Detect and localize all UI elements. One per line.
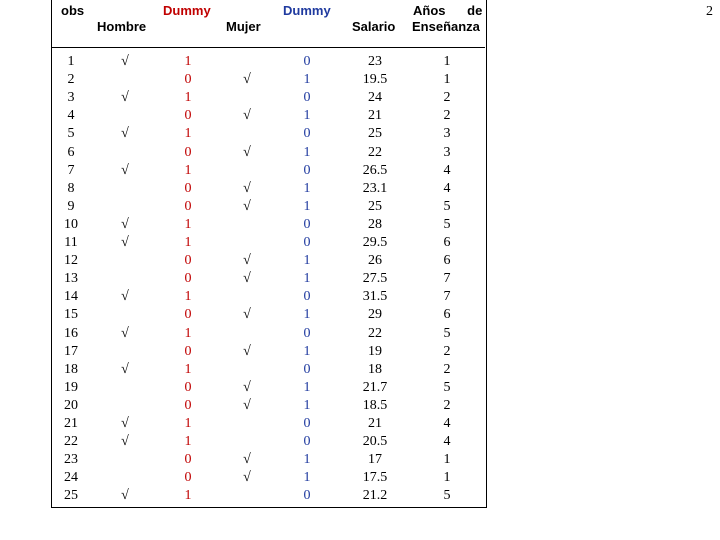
table-row	[51, 108, 485, 126]
cell-mujer-check: √	[243, 379, 251, 395]
cell-mujer-check: √	[243, 108, 251, 124]
cell-dummy-hombre: 1	[184, 361, 192, 377]
cell-hombre-check: √	[121, 162, 129, 178]
cell-obs: 7	[67, 162, 75, 178]
cell-mujer-check: √	[243, 72, 251, 88]
table-row	[51, 126, 485, 144]
cell-dummy-mujer: 0	[303, 434, 311, 450]
cell-dummy-hombre: 1	[184, 416, 192, 431]
cell-dummy-hombre: 0	[184, 307, 192, 323]
cell-salario: 21.7	[362, 379, 388, 395]
cell-dummy-mujer: 0	[303, 488, 311, 504]
cell-dummy-mujer: 1	[303, 307, 311, 323]
cell-anos-ensenanza: 3	[443, 126, 451, 142]
cell-salario: 21	[368, 416, 382, 431]
cell-salario: 20.5	[362, 434, 388, 450]
cell-obs: 9	[67, 198, 75, 214]
table-row	[51, 289, 485, 307]
table-row	[51, 163, 485, 181]
table-row	[51, 72, 485, 90]
table-row	[51, 434, 485, 452]
cell-salario: 25	[368, 126, 382, 142]
cell-hombre-check: √	[121, 416, 129, 431]
table-row	[51, 470, 485, 488]
cell-anos-ensenanza: 7	[443, 271, 451, 287]
cell-obs: 5	[67, 126, 75, 142]
cell-obs: 8	[67, 180, 75, 196]
cell-salario: 21.2	[362, 488, 388, 504]
cell-obs: 16	[64, 325, 78, 341]
header-obs: obs	[61, 3, 85, 18]
cell-anos-ensenanza: 1	[443, 470, 451, 486]
cell-obs: 22	[64, 434, 78, 450]
cell-dummy-mujer: 1	[303, 72, 311, 88]
cell-dummy-mujer: 0	[303, 126, 311, 142]
cell-obs: 19	[64, 379, 78, 395]
cell-salario: 31.5	[362, 289, 388, 305]
cell-hombre-check: √	[121, 488, 129, 504]
header-dummy-hombre: Dummy	[163, 3, 211, 18]
cell-hombre-check: √	[121, 126, 129, 142]
page-number: 2	[706, 4, 713, 19]
table-row	[51, 488, 485, 506]
cell-anos-ensenanza: 1	[443, 54, 451, 69]
table-row	[51, 398, 485, 416]
cell-obs: 14	[64, 289, 78, 305]
cell-dummy-mujer: 1	[303, 108, 311, 124]
cell-mujer-check: √	[243, 307, 251, 323]
cell-obs: 3	[67, 90, 75, 106]
cell-dummy-mujer: 1	[303, 253, 311, 269]
cell-hombre-check: √	[121, 235, 129, 250]
cell-hombre-check: √	[121, 289, 129, 305]
cell-mujer-check: √	[243, 452, 251, 468]
cell-salario: 19	[368, 343, 382, 359]
table-row	[51, 253, 485, 271]
cell-hombre-check: √	[121, 216, 129, 232]
table-row	[51, 271, 485, 289]
cell-dummy-hombre: 1	[184, 325, 192, 341]
cell-dummy-hombre: 0	[184, 180, 192, 196]
cell-obs: 2	[67, 72, 75, 88]
cell-mujer-check: √	[243, 470, 251, 486]
cell-anos-ensenanza: 6	[443, 253, 451, 269]
cell-salario: 22	[368, 144, 382, 160]
cell-dummy-hombre: 1	[184, 126, 192, 142]
cell-salario: 28	[368, 216, 382, 232]
header-rule	[51, 47, 485, 48]
cell-anos-ensenanza: 2	[443, 343, 451, 359]
cell-hombre-check: √	[121, 54, 129, 69]
cell-hombre-check: √	[121, 434, 129, 450]
table-row	[51, 307, 485, 325]
cell-obs: 4	[67, 108, 75, 124]
cell-salario: 17.5	[362, 470, 388, 486]
cell-obs: 24	[64, 470, 78, 486]
cell-dummy-mujer: 1	[303, 452, 311, 468]
cell-dummy-hombre: 0	[184, 271, 192, 287]
cell-salario: 19.5	[362, 72, 388, 88]
cell-obs: 25	[64, 488, 78, 504]
cell-mujer-check: √	[243, 180, 251, 196]
cell-dummy-hombre: 0	[184, 72, 192, 88]
cell-dummy-mujer: 0	[303, 289, 311, 305]
cell-dummy-mujer: 0	[303, 325, 311, 341]
cell-hombre-check: √	[121, 325, 129, 341]
table-row	[51, 416, 485, 434]
cell-dummy-hombre: 0	[184, 198, 192, 214]
cell-dummy-hombre: 0	[184, 343, 192, 359]
table-row	[51, 181, 485, 199]
table-row	[51, 145, 485, 163]
cell-dummy-mujer: 0	[303, 235, 311, 250]
cell-salario: 25	[368, 198, 382, 214]
cell-anos-ensenanza: 5	[443, 488, 451, 504]
cell-dummy-mujer: 0	[303, 90, 311, 106]
cell-anos-ensenanza: 3	[443, 144, 451, 160]
cell-dummy-hombre: 0	[184, 379, 192, 395]
cell-salario: 29	[368, 307, 382, 323]
header-hombre: Hombre	[97, 19, 147, 34]
cell-dummy-mujer: 1	[303, 470, 311, 486]
cell-anos-ensenanza: 2	[443, 108, 451, 124]
cell-salario: 27.5	[362, 271, 388, 287]
cell-dummy-mujer: 1	[303, 397, 311, 413]
header-anos-de: Años de	[413, 3, 483, 18]
cell-anos-ensenanza: 2	[443, 90, 451, 106]
cell-dummy-hombre: 1	[184, 488, 192, 504]
cell-anos-ensenanza: 6	[443, 235, 451, 250]
cell-mujer-check: √	[243, 397, 251, 413]
cell-salario: 29.5	[362, 235, 388, 250]
cell-anos-ensenanza: 4	[443, 416, 451, 431]
cell-anos-ensenanza: 1	[443, 452, 451, 468]
cell-obs: 13	[64, 271, 78, 287]
cell-obs: 6	[67, 144, 75, 160]
cell-obs: 21	[64, 416, 78, 431]
cell-obs: 20	[64, 397, 78, 413]
table-row	[51, 362, 485, 380]
table-row	[51, 199, 485, 217]
cell-anos-ensenanza: 2	[443, 361, 451, 377]
cell-dummy-hombre: 1	[184, 54, 192, 69]
cell-anos-ensenanza: 6	[443, 307, 451, 323]
cell-dummy-hombre: 0	[184, 144, 192, 160]
table-row	[51, 452, 485, 470]
cell-dummy-hombre: 0	[184, 253, 192, 269]
cell-salario: 24	[368, 90, 382, 106]
cell-dummy-hombre: 0	[184, 470, 192, 486]
table-row	[51, 344, 485, 362]
cell-dummy-hombre: 1	[184, 162, 192, 178]
cell-dummy-hombre: 1	[184, 235, 192, 250]
cell-obs: 23	[64, 452, 78, 468]
cell-mujer-check: √	[243, 144, 251, 160]
cell-salario: 26.5	[362, 162, 388, 178]
cell-dummy-mujer: 0	[303, 361, 311, 377]
cell-dummy-mujer: 1	[303, 180, 311, 196]
cell-salario: 18	[368, 361, 382, 377]
cell-anos-ensenanza: 4	[443, 162, 451, 178]
cell-salario: 23	[368, 54, 382, 69]
cell-dummy-mujer: 0	[303, 216, 311, 232]
cell-dummy-hombre: 1	[184, 289, 192, 305]
cell-mujer-check: √	[243, 198, 251, 214]
cell-anos-ensenanza: 1	[443, 72, 451, 88]
cell-anos-ensenanza: 5	[443, 198, 451, 214]
cell-obs: 11	[64, 235, 78, 250]
cell-obs: 1	[67, 54, 75, 69]
cell-anos-ensenanza: 5	[443, 216, 451, 232]
cell-dummy-mujer: 0	[303, 416, 311, 431]
header-mujer: Mujer	[226, 19, 261, 34]
cell-salario: 18.5	[362, 397, 388, 413]
cell-salario: 26	[368, 253, 382, 269]
cell-mujer-check: √	[243, 271, 251, 287]
cell-dummy-mujer: 1	[303, 271, 311, 287]
cell-dummy-hombre: 1	[184, 216, 192, 232]
cell-dummy-mujer: 1	[303, 198, 311, 214]
cell-salario: 23.1	[362, 180, 388, 196]
cell-dummy-hombre: 0	[184, 452, 192, 468]
cell-hombre-check: √	[121, 90, 129, 106]
header-ensenanza: Enseñanza	[412, 19, 480, 34]
cell-obs: 15	[64, 307, 78, 323]
cell-mujer-check: √	[243, 343, 251, 359]
cell-dummy-mujer: 1	[303, 379, 311, 395]
cell-obs: 17	[64, 343, 78, 359]
cell-anos-ensenanza: 5	[443, 379, 451, 395]
cell-obs: 10	[64, 216, 78, 232]
cell-dummy-mujer: 1	[303, 144, 311, 160]
cell-obs: 18	[64, 361, 78, 377]
table-row	[51, 54, 485, 72]
cell-anos-ensenanza: 4	[443, 434, 451, 450]
cell-salario: 21	[368, 108, 382, 124]
cell-anos-ensenanza: 5	[443, 325, 451, 341]
cell-dummy-hombre: 1	[184, 434, 192, 450]
table-row	[51, 217, 485, 235]
header-dummy-mujer: Dummy	[283, 3, 331, 18]
cell-obs: 12	[64, 253, 78, 269]
cell-dummy-hombre: 1	[184, 90, 192, 106]
cell-dummy-hombre: 0	[184, 108, 192, 124]
cell-anos-ensenanza: 4	[443, 180, 451, 196]
cell-salario: 22	[368, 325, 382, 341]
table-row	[51, 235, 485, 253]
table-row	[51, 90, 485, 108]
header-salario: Salario	[352, 19, 396, 34]
cell-dummy-mujer: 0	[303, 54, 311, 69]
cell-dummy-mujer: 0	[303, 162, 311, 178]
cell-anos-ensenanza: 2	[443, 397, 451, 413]
cell-salario: 17	[368, 452, 382, 468]
cell-dummy-hombre: 0	[184, 397, 192, 413]
cell-dummy-mujer: 1	[303, 343, 311, 359]
cell-mujer-check: √	[243, 253, 251, 269]
table-row	[51, 380, 485, 398]
cell-anos-ensenanza: 7	[443, 289, 451, 305]
table-row	[51, 326, 485, 344]
cell-hombre-check: √	[121, 361, 129, 377]
